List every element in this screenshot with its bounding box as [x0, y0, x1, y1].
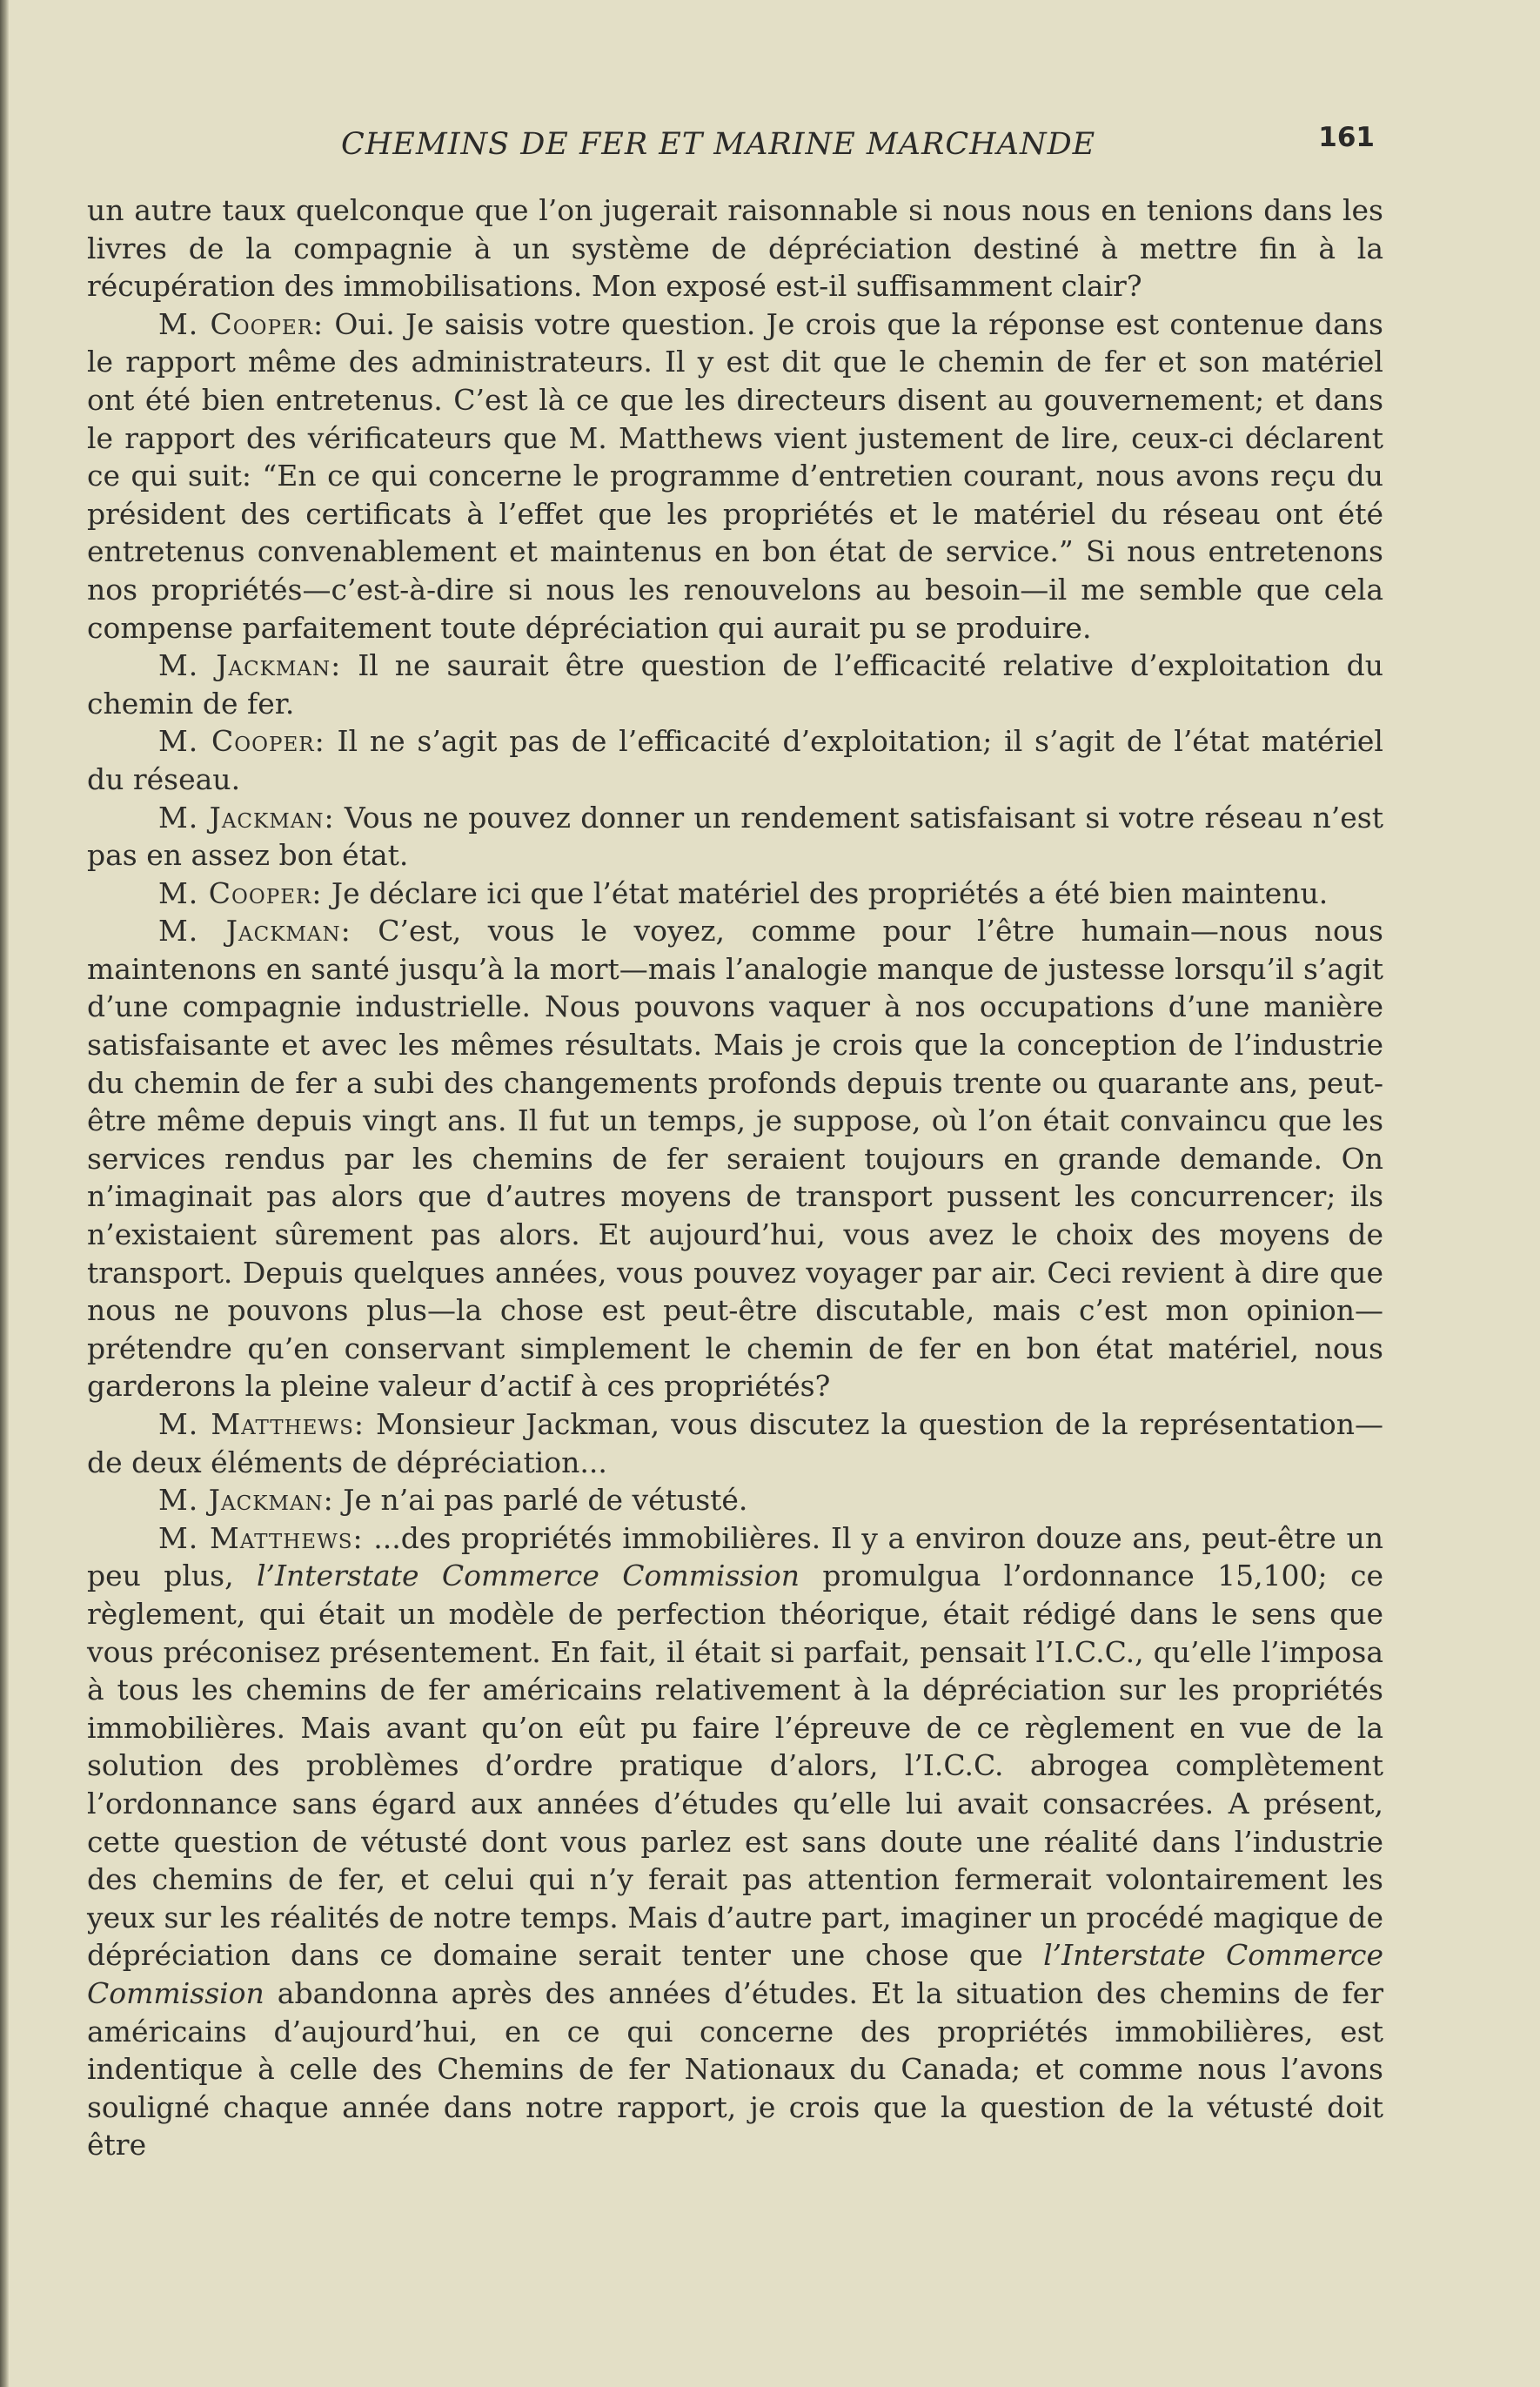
paragraph-text: un autre taux quelconque que l’on jugerait raisonnable si nous nous en tenions dans les livres de la compagnie à un système de dépréciation destiné à mettre fin à la récupération des immobilisations. Mon exposé est-il suffisamment clair?	[87, 193, 1383, 304]
paragraph-text: promulgua l’ordonnance 15,100; ce règlement, qui était un modèle de perfection théorique, était rédigé dans le sens que vous préconisez présentement. En fait, il était si parfait, pensait l’I.C.C., qu’elle l’imposa à tous les chemins de fer américains relativement à la dépréciation sur les propriétés immobilières. Mais avant qu’on eût pu faire l’épreuve de ce règlement en vue de la solution des problèmes d’ordre pratique d’alors, l’I.C.C. abrogea complètement l’ordonnance sans égard aux années d’études qu’elle lui avait consacrées. A présent, cette question de vétusté dont vous parlez est sans doute une réalité dans l’industrie des chemins de fer, et celui qui n’y ferait pas attention fermerait volontairement les yeux sur les réalités de notre temps. Mais d’autre part, imaginer un procédé magique de dépréciation dans ce domaine serait tenter une chose que	[87, 1559, 1384, 1973]
speaker-name: M. Jackman:	[158, 914, 352, 949]
italic-text: l’Interstate Commerce Commission	[87, 1938, 1383, 2010]
speaker-name: M. Cooper:	[158, 306, 325, 341]
body-text	[87, 191, 1383, 2164]
paragraph-text: Il ne saurait être question de l’efficacité relative d’exploitation du chemin de fer.	[87, 648, 1384, 721]
italic-text: l’Interstate Commerce Commission	[256, 1559, 800, 1593]
page-number: 161	[1318, 122, 1375, 153]
speaker-name: M. Cooper:	[158, 875, 323, 910]
speaker-name: M. Jackman:	[158, 648, 342, 683]
speaker-name: M. Matthews:	[158, 1520, 364, 1555]
paragraph-text: Vous ne pouvez donner un rendement satisfaisant si votre réseau n’est pas en assez bon état.	[87, 800, 1383, 873]
paragraph-text: Monsieur Jackman, vous discutez la question de la représentation—de deux éléments de dépréciation...	[87, 1407, 1383, 1479]
speaker-name: M. Cooper:	[158, 724, 325, 759]
paragraph	[87, 1519, 1383, 2164]
paragraph	[87, 1405, 1383, 1481]
paragraph	[87, 647, 1383, 722]
running-title: CHEMINS DE FER ET MARINE MARCHANDE	[341, 127, 1096, 162]
paragraph-text: ...des propriétés immobilières. Il y a environ douze ans, peut-être un peu plus,	[87, 1520, 1383, 1593]
paragraph	[87, 912, 1383, 1405]
paragraph-text: Je déclare ici que l’état matériel des propriétés a été bien maintenu.	[322, 875, 1329, 910]
binding-edge	[0, 0, 9, 2387]
paragraph-text: Il ne s’agit pas de l’efficacité d’exploitation; il s’agit de l’état matériel du réseau.	[87, 724, 1383, 796]
speaker-name: M. Jackman:	[158, 800, 335, 835]
paragraph	[87, 722, 1383, 798]
speaker-name: M. Matthews:	[158, 1407, 365, 1441]
running-head	[87, 122, 1375, 174]
paragraph-text: Oui. Je saisis votre question. Je crois que la réponse est contenue dans le rapport même des administrateurs. Il y est dit que le chemin de fer et son matériel ont été bien entretenus. C’est là ce que les directeurs disent au gouvernement; et dans le rapport des vérificateurs que M. Matthews vient justement de lire, ceux-ci déclarent ce qui suit: “En ce qui concerne le programme d’entretien courant, nous avons reçu du président des certificats à l’effet que les propriétés et le matériel du réseau ont été entretenus convenablement et maintenus en bon état de service.” Si nous entretenons nos propriétés—c’est-à-dire si nous les renouvelons au besoin—il me semble que cela compense parfaitement toute dépréciation qui aurait pu se produire.	[87, 306, 1383, 645]
paragraph	[87, 799, 1383, 875]
paragraph-text: abandonna après des années d’études. Et la situation des chemins de fer américains d’aujourd’hui, en ce qui concerne des propriétés immobilières, est indentique à celle des Chemins de fer Nationaux du Canada; et comme nous l’avons souligné chaque année dans notre rapport, je crois que la question de la vétusté doit être	[87, 1975, 1383, 2162]
paragraph	[87, 191, 1383, 305]
paragraph-text: Je n’ai pas parlé de vétusté.	[333, 1483, 748, 1518]
paragraph	[87, 305, 1383, 647]
paragraph	[87, 1481, 1383, 1519]
paragraph-text: C’est, vous le voyez, comme pour l’être humain—nous nous maintenons en santé jusqu’à la mort—mais l’analogie manque de justesse lorsqu’il s’agit d’une compagnie industrielle. Nous pouvons vaquer à nos occupations d’une manière satisfaisante et avec les mêmes résultats. Mais je crois que la conception de l’industrie du chemin de fer a subi des changements profonds depuis trente ou quarante ans, peut-être même depuis vingt ans. Il fut un temps, je suppose, où l’on était convaincu que les services rendus par les chemins de fer seraient toujours en grande demande. On n’imaginait pas alors que d’autres moyens de transport pussent les concurrencer; ils n’existaient sûrement pas alors. Et aujourd’hui, vous avez le choix des moyens de transport. Depuis quelques années, vous pouvez voyager par air. Ceci revient à dire que nous ne pouvons plus—la chose est peut-être discutable, mais c’est mon opinion—prétendre qu’en conservant simplement le chemin de fer en bon état matériel, nous garderons la pleine valeur d’actif à ces propriétés?	[87, 914, 1383, 1404]
speaker-name: M. Jackman:	[158, 1483, 334, 1518]
paragraph	[87, 875, 1383, 913]
